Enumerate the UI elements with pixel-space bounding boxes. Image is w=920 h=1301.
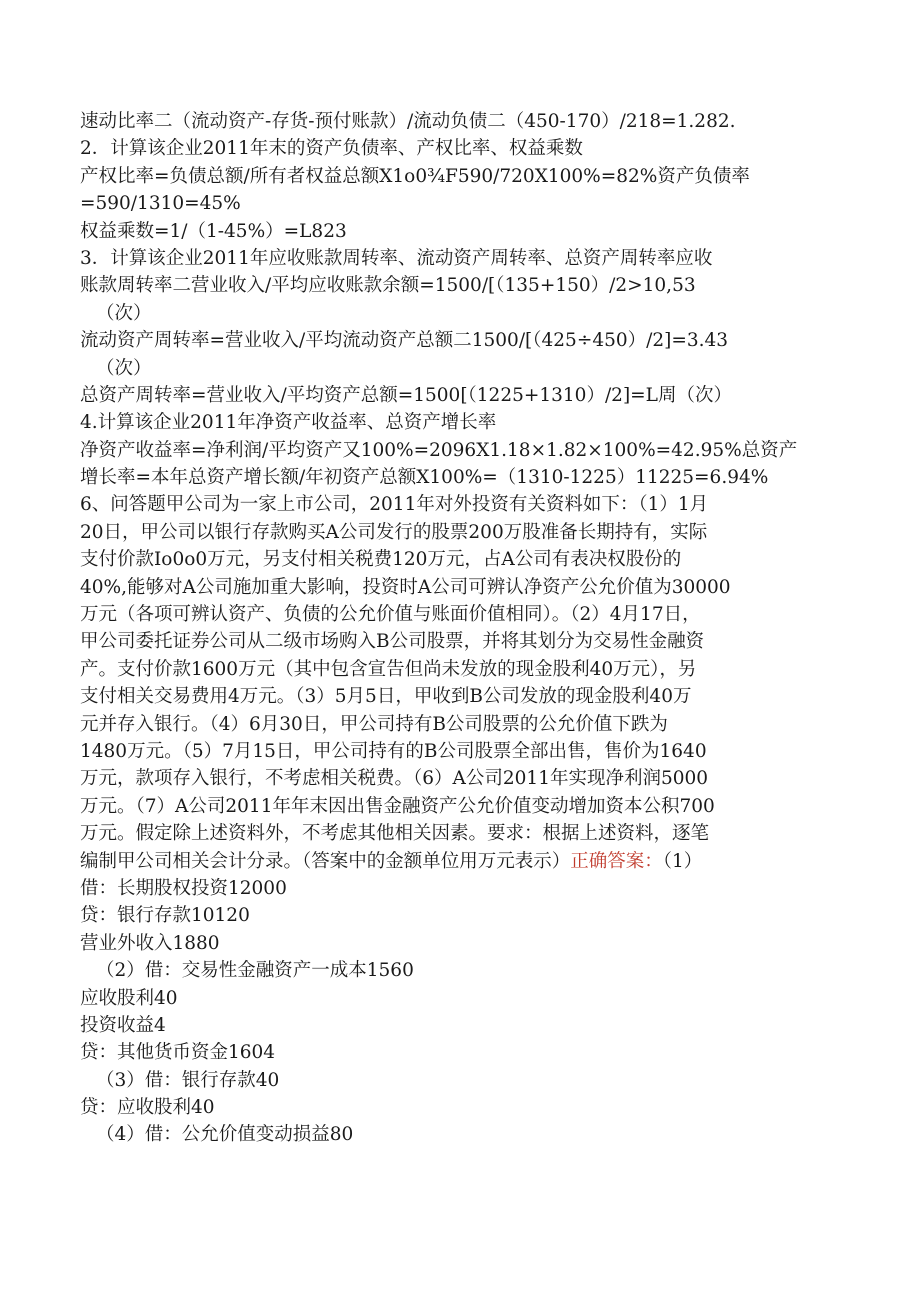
line-text: 贷：其他货币资金1604 xyxy=(80,1042,276,1064)
text-line xyxy=(80,355,840,382)
text-line xyxy=(80,765,840,792)
text-line xyxy=(80,1039,840,1066)
text-line xyxy=(80,190,840,217)
text-line xyxy=(80,437,840,464)
line-text: 甲公司委托证券公司从二级市场购入B公司股票，并将其划分为交易性金融资 xyxy=(80,631,705,653)
line-text: 支付价款Io0o0万元，另支付相关税费120万元，占A公司有表决权股份的 xyxy=(80,549,682,571)
text-line xyxy=(80,902,840,929)
text-line xyxy=(80,382,840,409)
line-text: 贷：银行存款10120 xyxy=(80,905,250,927)
line-text: 4.计算该企业2011年净资产收益率、总资产增长率 xyxy=(80,412,497,434)
line-text: 投资收益4 xyxy=(80,1014,166,1036)
text-line xyxy=(80,985,840,1012)
document-body xyxy=(80,108,840,1149)
text-line xyxy=(80,272,840,299)
text-line xyxy=(80,656,840,683)
line-text: 净资产收益率=净利润/平均资产又100%=2096X1.18×1.82×100%=42.95%总资产 xyxy=(80,439,798,461)
correct-answer-label: 正确答案： xyxy=(570,850,663,872)
text-line xyxy=(80,1012,840,1039)
line-text: 支付相关交易费用4万元。（3）5月5日，甲收到B公司发放的现金股利40万 xyxy=(80,686,692,708)
text-line xyxy=(80,1121,840,1148)
line-text: （4）借：公允价值变动损益80 xyxy=(96,1124,354,1146)
line-text: （次） xyxy=(96,302,152,324)
text-line xyxy=(80,1094,840,1121)
text-line xyxy=(80,628,840,655)
line-text: 万元。（7）A公司2011年年末因出售金融资产公允价值变动增加资本公积700 xyxy=(80,795,715,817)
line-text: 权益乘数=1/（1-45%）=L823 xyxy=(80,220,347,242)
text-line xyxy=(80,464,840,491)
text-line xyxy=(80,300,840,327)
line-text: 账款周转率二营业收入/平均应收账款余额=1500/[（135+150）/2>10,53 xyxy=(80,275,696,297)
line-text: 万元，款项存入银行，不考虑相关税费。（6）A公司2011年实现净利润5000 xyxy=(80,768,709,790)
text-line xyxy=(80,683,840,710)
line-text: 应收股利40 xyxy=(80,987,178,1009)
text-line xyxy=(80,491,840,518)
text-line xyxy=(80,218,840,245)
line-tail: （1） xyxy=(662,850,703,872)
line-text: 编制甲公司相关会计分录。（答案中的金额单位用万元表示） xyxy=(80,850,571,872)
text-line xyxy=(80,163,840,190)
line-text: 流动资产周转率=营业收入/平均流动资产总额二1500/[（425÷450）/2]=3.43 xyxy=(80,330,729,352)
line-text: 产。支付价款1600万元（其中包含宣告但尚未发放的现金股利40万元），另 xyxy=(80,658,697,680)
text-line xyxy=(80,327,840,354)
line-text: 产权比率=负债总额/所有者权益总额X1o0¾F590/720X100%=82%资产负债率 xyxy=(80,165,750,187)
text-line xyxy=(80,546,840,573)
line-text: =590/1310=45% xyxy=(80,193,241,215)
line-text: （次） xyxy=(96,357,152,379)
text-line xyxy=(80,957,840,984)
line-text: 贷：应收股利40 xyxy=(80,1097,215,1119)
line-text: 总资产周转率=营业收入/平均资产总额=1500[（1225+1310）/2]=L周（次） xyxy=(80,384,732,406)
line-text: 40%,能够对A公司施加重大影响，投资时A公司可辨认净资产公允价值为30000 xyxy=(80,576,731,598)
text-line xyxy=(80,409,840,436)
line-text: 元并存入银行。（4）6月30日，甲公司持有B公司股票的公允价值下跌为 xyxy=(80,713,668,735)
text-line xyxy=(80,711,840,738)
line-text: 6、问答题甲公司为一家上市公司，2011年对外投资有关资料如下：（1）1月 xyxy=(80,494,709,516)
text-line xyxy=(80,848,840,875)
text-line xyxy=(80,108,840,135)
line-text: 借：长期股权投资12000 xyxy=(80,877,287,899)
text-line xyxy=(80,738,840,765)
text-line xyxy=(80,793,840,820)
text-line xyxy=(80,601,840,628)
line-text: （2）借：交易性金融资产一成本1560 xyxy=(96,960,414,982)
text-line xyxy=(80,519,840,546)
text-line xyxy=(80,135,840,162)
text-line xyxy=(80,875,840,902)
text-line xyxy=(80,245,840,272)
line-text: 增长率=本年总资产增长额/年初资产总额X100%=（1310-1225）11225=6.94% xyxy=(80,467,769,489)
line-text: 20日，甲公司以银行存款购买A公司发行的股票200万股准备长期持有，实际 xyxy=(80,521,708,543)
text-line xyxy=(80,1067,840,1094)
line-text: 万元。假定除上述资料外，不考虑其他相关因素。要求：根据上述资料，逐笔 xyxy=(80,823,710,845)
line-text: 速动比率二（流动资产-存货-预付账款）/流动负债二（450-170）/218=1.282. xyxy=(80,111,736,132)
line-text: 万元（各项可辨认资产、负债的公允价值与账面价值相同）。（2）4月17日， xyxy=(80,604,701,626)
line-text: （3）借：银行存款40 xyxy=(96,1069,280,1091)
text-line xyxy=(80,930,840,957)
text-line xyxy=(80,574,840,601)
line-text: 2．计算该企业2011年末的资产负债率、产权比率、权益乘数 xyxy=(80,138,583,160)
line-text: 营业外收入1880 xyxy=(80,932,220,954)
line-text: 3．计算该企业2011年应收账款周转率、流动资产周转率、总资产周转率应收 xyxy=(80,247,713,269)
text-line xyxy=(80,820,840,847)
line-text: 1480万元。（5）7月15日，甲公司持有的B公司股票全部出售，售价为1640 xyxy=(80,740,707,762)
